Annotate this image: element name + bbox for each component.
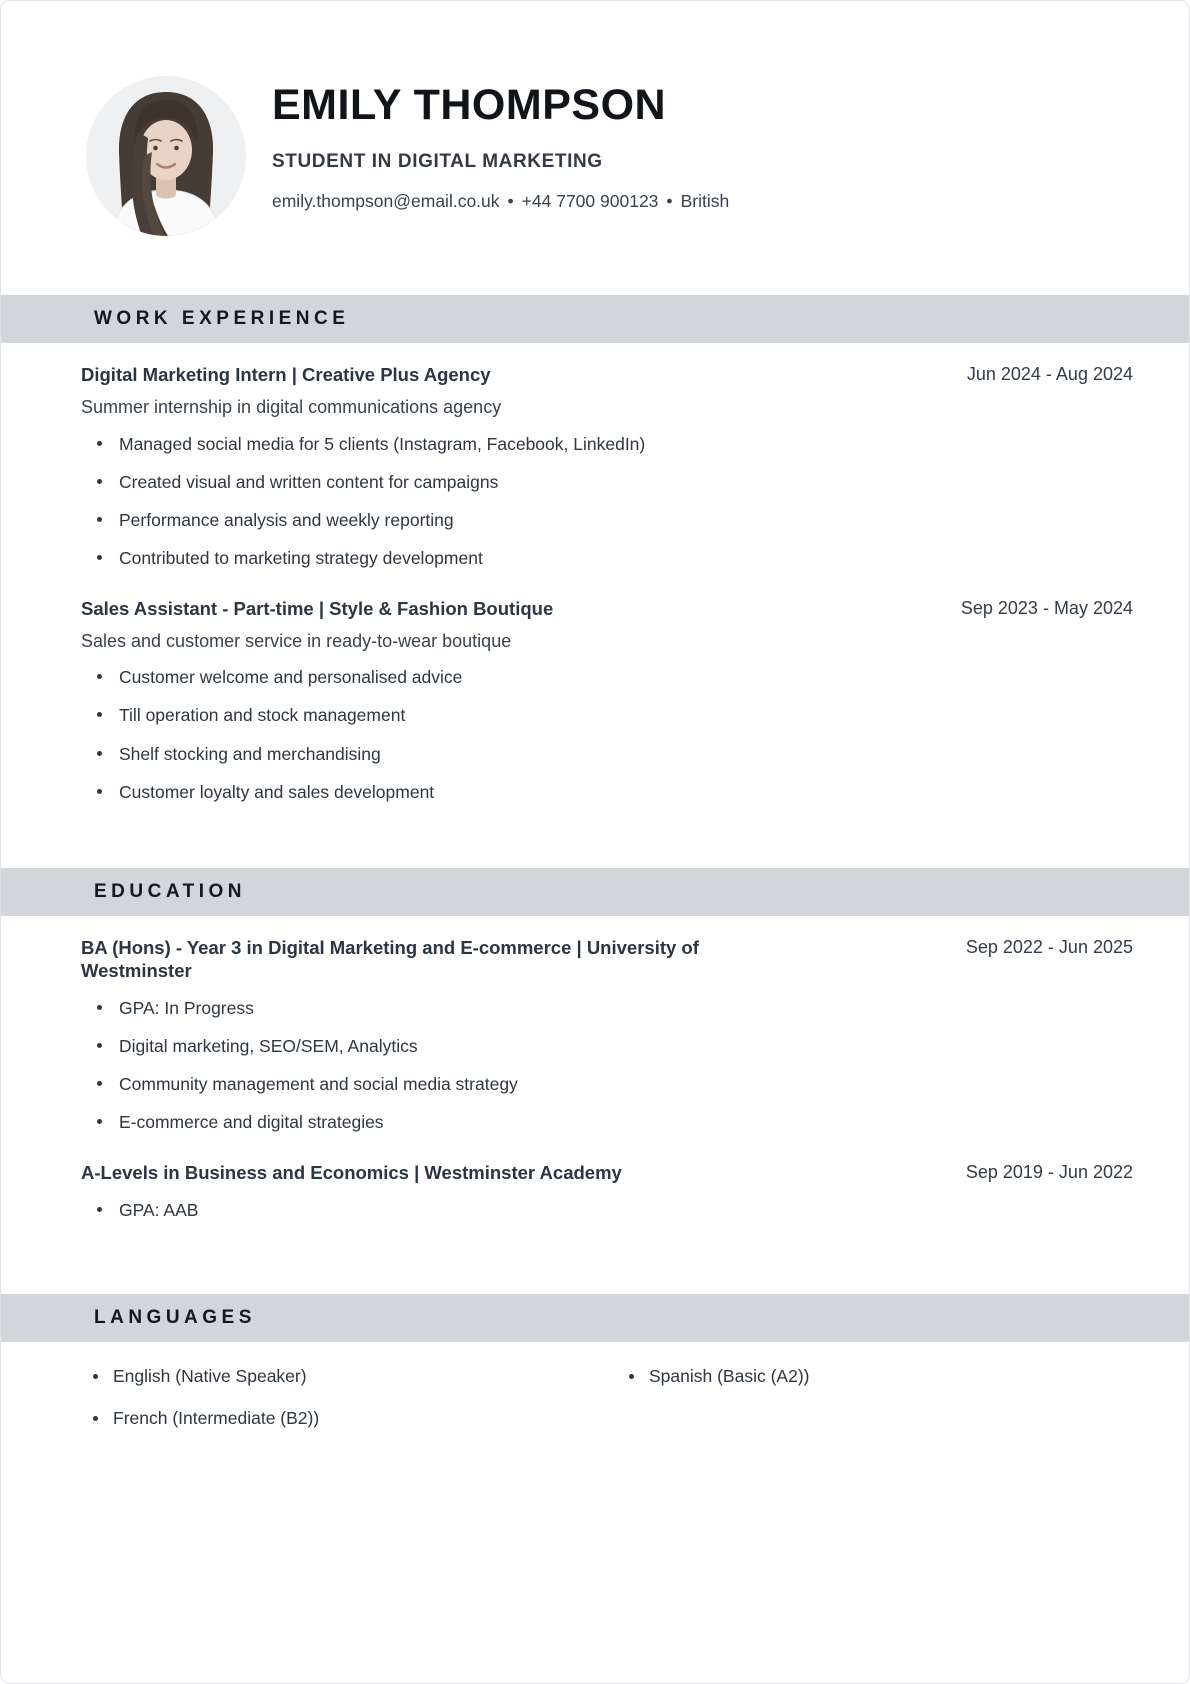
list-item: GPA: AAB <box>81 1199 1133 1223</box>
list-item: Contributed to marketing strategy development <box>81 547 1133 571</box>
job-entry-head <box>81 363 1133 386</box>
list-item: Community management and social media strategy <box>81 1073 1133 1097</box>
job-dates: Jun 2024 - Aug 2024 <box>966 364 1133 384</box>
section-header-education <box>1 868 1189 916</box>
languages-content <box>1 1342 1189 1450</box>
person-role-title: STUDENT IN DIGITAL MARKETING <box>272 151 603 173</box>
job-title: Digital Marketing Intern | Creative Plus Agency <box>81 364 491 385</box>
language-item: Spanish (Basic (A2)) <box>617 1366 1133 1387</box>
profile-photo-icon <box>86 76 246 236</box>
bullet-separator: • <box>507 191 514 212</box>
job-bullet-list <box>81 433 1133 571</box>
job-dates: Sep 2023 - May 2024 <box>960 597 1133 618</box>
work-experience-content <box>1 343 1189 804</box>
contact-email: emily.thompson@email.co.uk <box>272 191 500 212</box>
job-summary: Summer internship in digital communications agency <box>81 397 502 418</box>
language-item: English (Native Speaker) <box>81 1366 597 1387</box>
list-item: Created visual and written content for campaigns <box>81 471 1133 495</box>
header <box>1 1 1189 236</box>
list-item: Managed social media for 5 clients (Instagram, Facebook, LinkedIn) <box>81 433 1133 457</box>
person-name: EMILY THOMPSON <box>272 81 667 129</box>
job-bullet-list <box>81 666 1133 804</box>
language-column <box>81 1366 597 1450</box>
education-dates: Sep 2019 - Jun 2022 <box>965 1162 1133 1182</box>
education-entry-head <box>81 936 1133 982</box>
language-item: French (Intermediate (B2)) <box>81 1408 597 1429</box>
list-item: Digital marketing, SEO/SEM, Analytics <box>81 1035 1133 1059</box>
education-title: A-Levels in Business and Economics | Westminster Academy <box>81 1162 622 1183</box>
list-item: E-commerce and digital strategies <box>81 1111 1133 1135</box>
job-entry-head <box>81 597 1133 620</box>
list-item: Till operation and stock management <box>81 704 1133 728</box>
section-title: EDUCATION <box>94 881 247 903</box>
job-entry <box>81 597 1133 805</box>
list-item: Performance analysis and weekly reporting <box>81 509 1133 533</box>
section-title: LANGUAGES <box>94 1307 256 1329</box>
avatar <box>86 76 246 236</box>
education-bullet-list <box>81 1199 1133 1223</box>
job-summary: Sales and customer service in ready-to-wear boutique <box>81 630 512 651</box>
language-column <box>617 1366 1133 1450</box>
list-item: Customer loyalty and sales development <box>81 781 1133 805</box>
contact-line <box>272 191 729 212</box>
education-entry <box>81 936 1133 1135</box>
education-dates: Sep 2022 - Jun 2025 <box>965 937 1133 958</box>
section-header-languages <box>1 1294 1189 1342</box>
bullet-separator: • <box>666 191 673 212</box>
job-entry <box>81 363 1133 571</box>
section-header-work-experience <box>1 295 1189 343</box>
education-title: BA (Hons) - Year 3 in Digital Marketing and E-commerce | University of Westminster <box>81 937 699 982</box>
list-item: Shelf stocking and merchandising <box>81 743 1133 767</box>
list-item: Customer welcome and personalised advice <box>81 666 1133 690</box>
education-content <box>1 916 1189 1222</box>
list-item: GPA: In Progress <box>81 997 1133 1021</box>
header-text <box>272 76 729 212</box>
job-title: Sales Assistant - Part-time | Style & Fashion Boutique <box>81 597 554 619</box>
contact-phone: +44 7700 900123 <box>521 191 659 212</box>
education-bullet-list <box>81 997 1133 1135</box>
education-entry <box>81 1161 1133 1222</box>
section-title: WORK EXPERIENCE <box>94 308 350 329</box>
education-entry-head <box>81 1161 1133 1184</box>
contact-nationality: British <box>680 191 730 212</box>
